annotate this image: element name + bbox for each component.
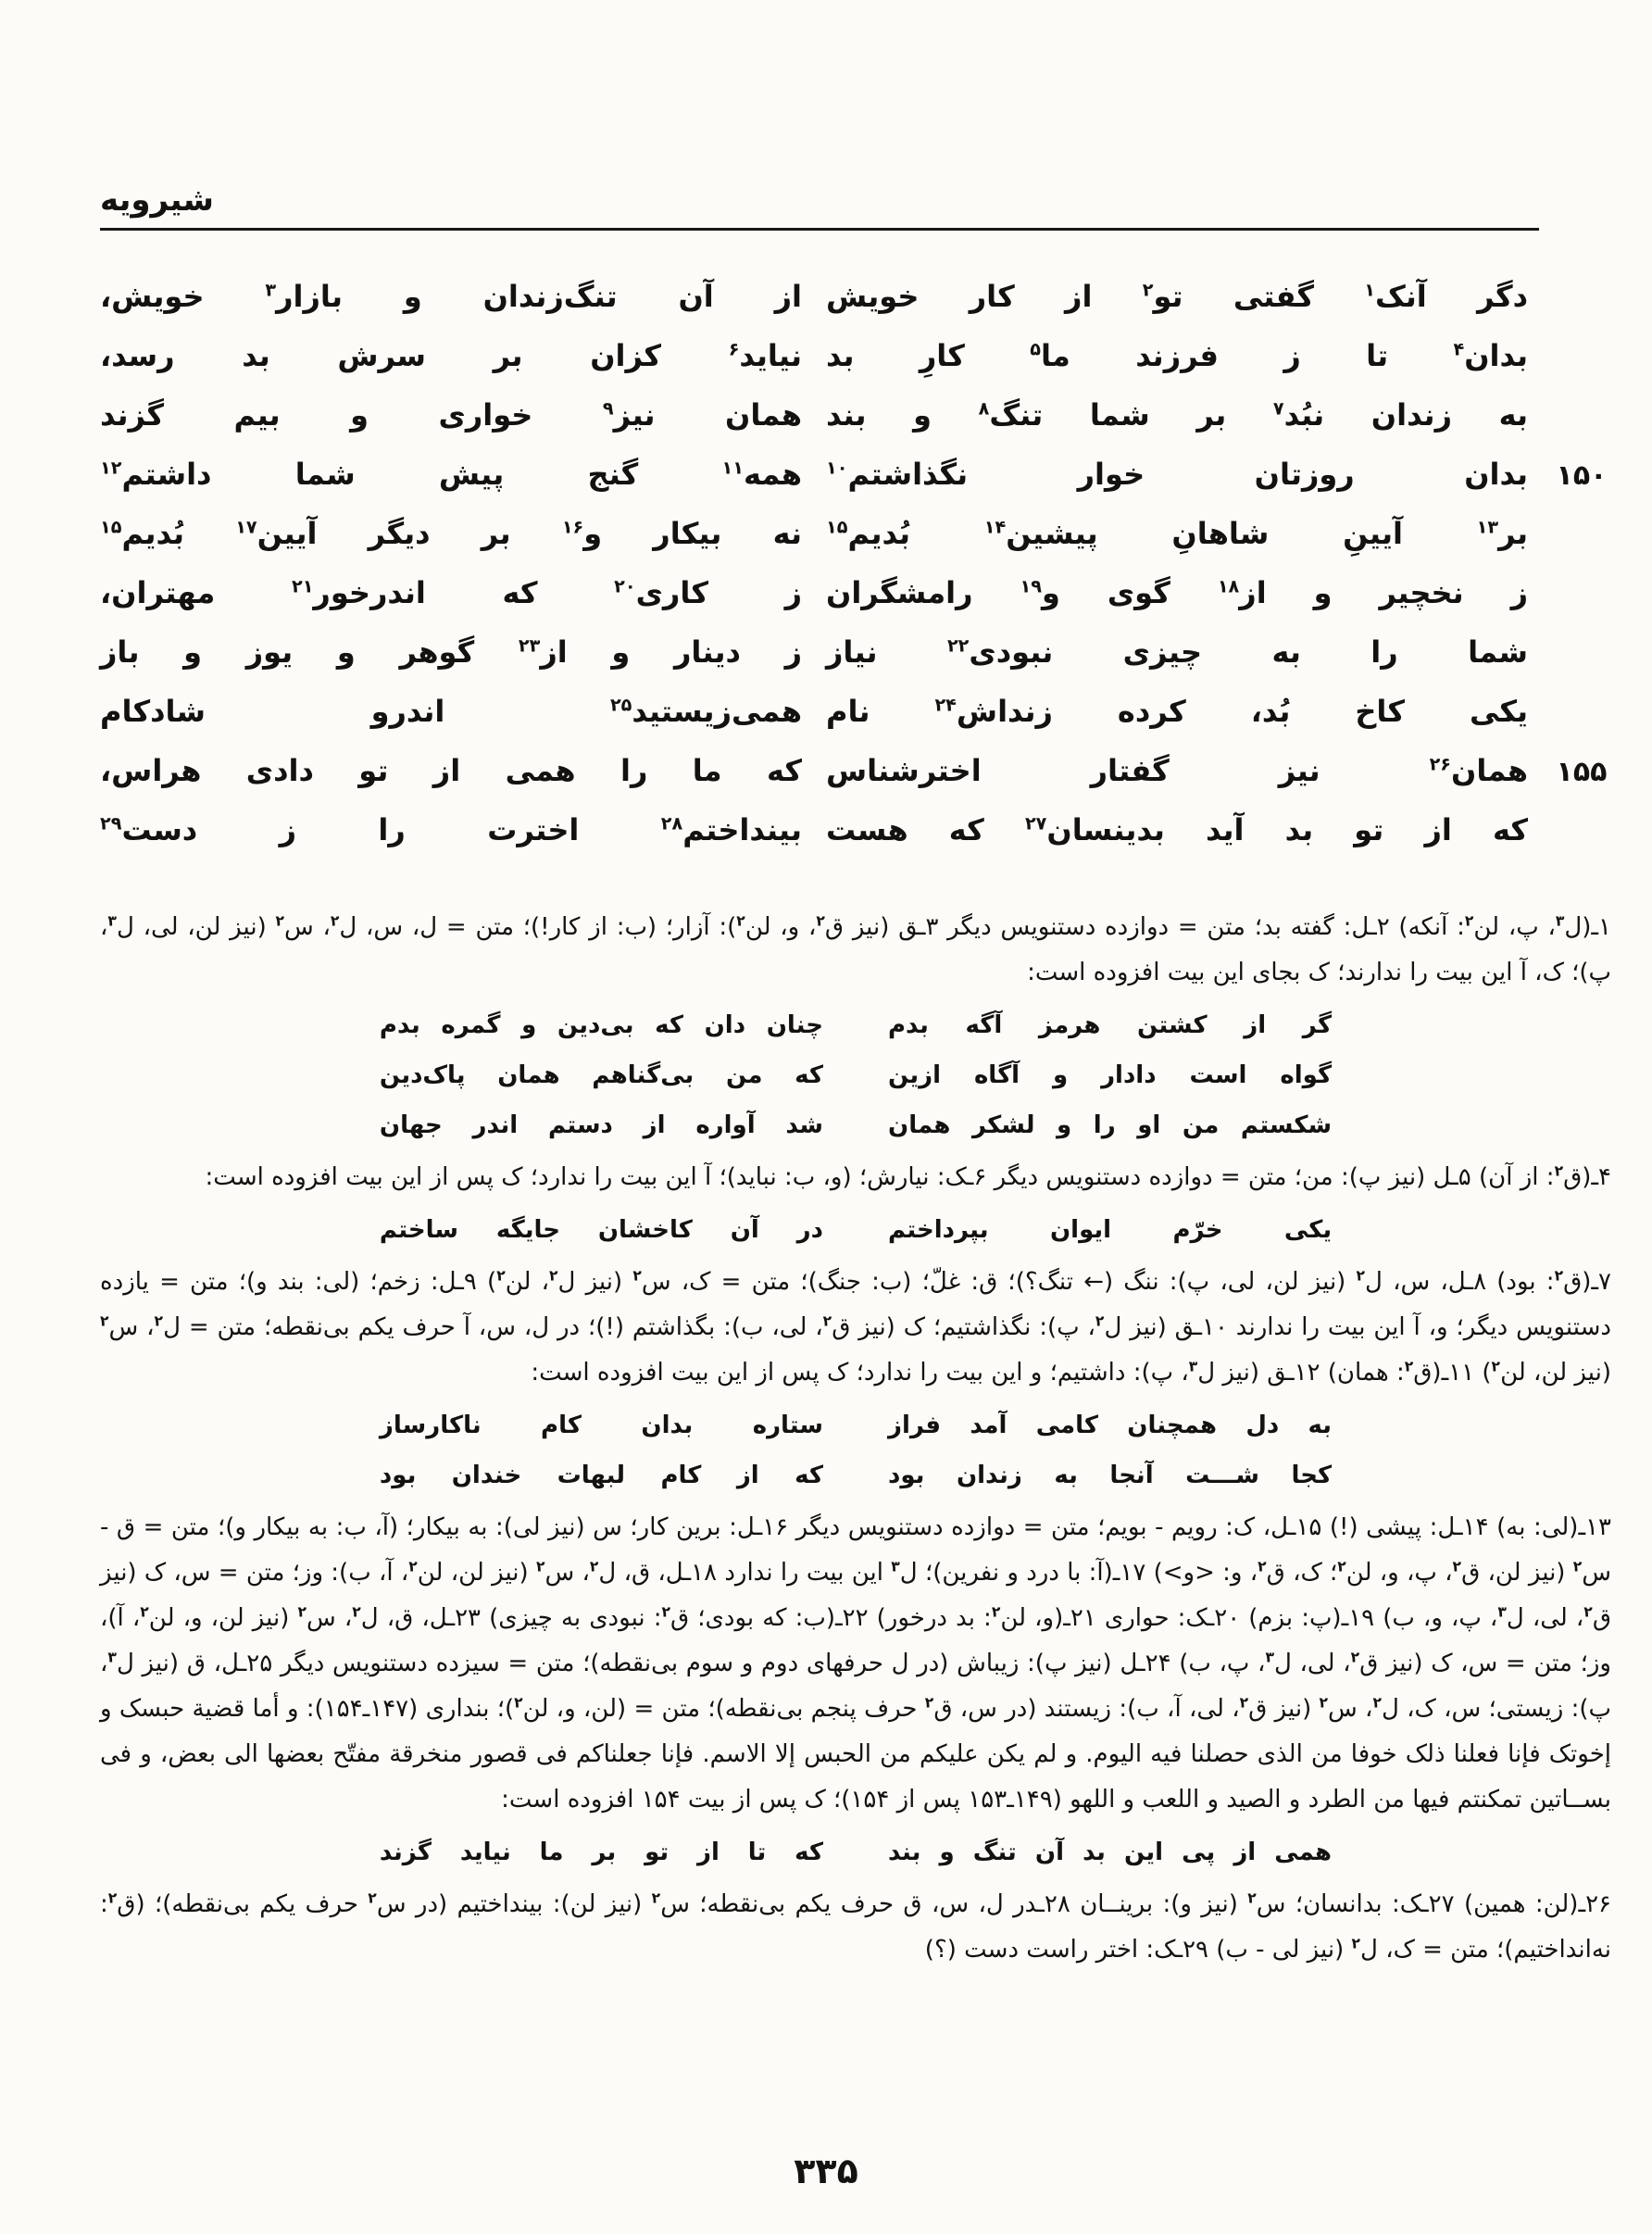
quote-hemistich-first: گر از کشتن هرمز آگه بدم bbox=[888, 1011, 1333, 1039]
quote-verse-row bbox=[380, 1100, 1332, 1150]
hemistich-second: از آن تنگ‌زندان و بازار$^۳$ خویش، bbox=[100, 279, 802, 314]
quote-hemistich-second: در آن کاخشان جایگه ساختم bbox=[379, 1216, 823, 1244]
verse-number: ۱۵۵ bbox=[1556, 756, 1608, 788]
running-head-title: شیرویه bbox=[100, 182, 214, 219]
quote-hemistich-second: که از کام لبهات خندان بود bbox=[379, 1462, 823, 1489]
verse-row bbox=[100, 329, 1611, 388]
hemistich-first: به زندان نبُد$^۷$ بر شما تنگ$^۸$ و بند bbox=[826, 397, 1529, 433]
hemistich-second: بینداختم$^{۲۸}$ اخترت را ز دست$^{۲۹}$ bbox=[100, 812, 802, 847]
hemistich-first: که از تو بد آید بدینسان$^{۲۷}$ که هست bbox=[826, 812, 1529, 847]
verse-row bbox=[100, 447, 1611, 507]
quote-hemistich-first: یکی خرّم ایوان بپرداختم bbox=[888, 1216, 1333, 1244]
quote-hemistich-second: که من بی‌گناهم همان پاک‌دین bbox=[379, 1061, 823, 1089]
hemistich-second: ز کاری$^{۲۰}$ که اندرخور$^{۲۱}$ مهتران، bbox=[100, 575, 803, 610]
apparatus-quoted-verses bbox=[380, 1000, 1332, 1150]
apparatus-quoted-verses bbox=[380, 1827, 1332, 1877]
hemistich-second: ز دینار و از$^{۲۳}$ گوهر و یوز و باز bbox=[100, 634, 803, 670]
quote-hemistich-first: شکستم من او را و لشکر همان bbox=[888, 1111, 1333, 1139]
hemistich-first: دگر آنک$^۱$ گفتی تو$^۲$ از کار خویش bbox=[826, 279, 1529, 314]
hemistich-second: همان نیز$^۹$ خواری و بیم گزند bbox=[100, 397, 803, 433]
hemistich-second: نه بیکار و$^{۱۶}$ بر دیگر آیین$^{۱۷}$ بُدیم$^{۱۵}$ bbox=[100, 516, 803, 551]
quote-hemistich-second: ستاره بدان کام ناکارساز bbox=[379, 1412, 823, 1439]
quote-verse-row bbox=[380, 1205, 1332, 1255]
verse-row bbox=[100, 684, 1611, 744]
verse-row bbox=[100, 625, 1611, 684]
hemistich-second: همه$^{۱۱}$ گنج پیش شما داشتم$^{۱۲}$ bbox=[100, 457, 802, 492]
quote-hemistich-second: شد آواره از دستم اندر جهان bbox=[379, 1111, 823, 1139]
verse-row bbox=[100, 270, 1611, 329]
quote-hemistich-first: کجا شـــت آنجا به زندان بود bbox=[888, 1462, 1333, 1489]
hemistich-first: ز نخچیر و از$^{۱۸}$ گوی و$^{۱۹}$ رامشگران bbox=[826, 575, 1529, 610]
quote-hemistich-first: همی از پی این بد آن تنگ و بند bbox=[888, 1839, 1333, 1866]
quote-hemistich-second: که تا از تو بر ما نیاید گزند bbox=[379, 1839, 823, 1866]
hemistich-second: که ما را همی از تو دادی هراس، bbox=[100, 753, 802, 788]
header-rule bbox=[100, 228, 1539, 231]
verse-row bbox=[100, 803, 1611, 862]
apparatus-quoted-verses bbox=[380, 1400, 1332, 1500]
page-number: ۳۳۵ bbox=[794, 2151, 858, 2191]
quote-verse-row bbox=[380, 1000, 1332, 1050]
hemistich-first: شما را به چیزی نبودی$^{۲۲}$ نیاز bbox=[826, 634, 1529, 670]
verse-row bbox=[100, 566, 1611, 625]
verse-row bbox=[100, 744, 1611, 803]
quote-hemistich-first: گواه است دادار و آگاه ازین bbox=[888, 1061, 1333, 1089]
verse-row bbox=[100, 388, 1611, 447]
apparatus-notes: ۱۳ـ(لی: به) ۱۴ـل: پیشی (!) ۱۵ـل، ک: رویم - بویم؛ متن = دوازده دستنویس دیگر ۱۶ـل: برین کار؛ س (نیز لی): به بیکار؛ (آ، ب: به بیکار و)؛ متن = ق - س$^۲$ (نیز لن، ق$^۲$، پ، و، لن$^۲$؛ ک، ق$^۲$، و: <و>) ۱۷ـ(آ: با درد و نفرین)؛ ل$^۳$ این بیت را ندارد ۱۸ـل، ق، ل$^۲$، س$^۲$ (نیز لن، لن$^۲$، آ، ب): وز؛ متن = س، ک (نیز ق$^۲$، لی، ل$^۳$، پ، و، ب) ۱۹ـ(پ: بزم) ۲۰ـک: حواری ۲۱ـ(و، لن$^۲$: بد درخور) ۲۲ـ(ب: که بودی؛ ق$^۲$: نبودی به چیزی) ۲۳ـل، ق، ل$^۲$، س$^۲$ (نیز لن، و، لن$^۲$، آ)، وز؛ متن = س، ک (نیز ق$^۲$، لی، ل$^۳$، پ، ب) ۲۴ـل (نیز پ): زیباش (در ل حرفهای دوم و سوم بی‌نقطه)؛ متن = سیزده دستنویس دیگر ۲۵ـل، ق (نیز ل$^۳$، پ): زیستی؛ س، ک، ل$^۲$، س$^۲$ (نیز ق$^۲$، لی، آ، ب): زیستند (در س، ق$^۲$ حرف پنجم بی‌نقطه)؛ متن = (لن، و، لن$^۲$)؛ بنداری (۱۴۷ـ۱۵۴): و أما قضیة حبسک و إخوتک فإنا فعلنا ذلک خوفا من الذی حصلنا فیه الیوم. و لم یکن علیکم من الحبس إلا الاسم. فإنا جعلناکم فی قصور منخرقة مفتّح بعضها الی بعض، و فی بســاتین تمکنتم فیها من الطرد و الصید و اللعب و اللهو (۱۴۹ـ۱۵۳ پس از ۱۵۴)؛ ک پس از بیت ۱۵۴ افزوده است: bbox=[100, 1513, 1612, 1814]
hemistich-first: بدان روزتان خوار نگذاشتم$^{۱۰}$ bbox=[826, 457, 1528, 492]
verse-row bbox=[100, 507, 1611, 566]
quote-verse-row bbox=[380, 1400, 1332, 1450]
quote-hemistich-second: چنان دان که بی‌دین و گمره بدم bbox=[379, 1011, 823, 1039]
page-header bbox=[100, 182, 1611, 231]
hemistich-second: همی‌زیستید$^{۲۵}$ اندرو شادکام bbox=[100, 694, 802, 729]
quote-verse-row bbox=[380, 1450, 1332, 1500]
quote-verse-row bbox=[380, 1050, 1332, 1100]
apparatus-notes: ۴ـ(ق$^۲$: از آن) ۵ـل (نیز پ): من؛ متن = دوازده دستنویس دیگر ۶ـک: نیارش؛ (و، ب: نباید)؛ آ این بیت را ندارد؛ ک پس از این بیت افزوده است: bbox=[205, 1162, 1611, 1191]
critical-apparatus bbox=[100, 905, 1611, 1973]
verse-number: ۱۵۰ bbox=[1556, 459, 1608, 492]
hemistich-first: بر$^{۱۳}$ آیینِ شاهانِ پیشین$^{۱۴}$ بُدیم$^{۱۵}$ bbox=[826, 516, 1528, 551]
apparatus-notes: ۲۶ـ(لن: همین) ۲۷ـک: بدانسان؛ س$^۲$ (نیز و): برینــان ۲۸ـدر ل، س، ق حرف یکم بی‌نقطه؛ س$^۲$ (نیز لن): بینداختیم (در س$^۲$ حرف یکم بی‌نقطه)؛ (ق$^۲$: نه‌انداختیم)؛ متن = ک، ل$^۲$ (نیز لی - ب) ۲۹ـک: اختر راست دست (؟) bbox=[100, 1889, 1611, 1964]
apparatus-notes: ۷ـ(ق$^۲$: بود) ۸ـل، س، ل$^۲$ (نیز لن، لی، پ): ننگ (← تنگ؟)؛ ق: غلّ؛ (ب: جنگ)؛ متن = ک، س$^۲$ (نیز ل$^۲$، لن$^۲$) ۹ـل: زخم؛ (لی: بند و)؛ متن = یازده دستنویس دیگر؛ و، آ این بیت را ندارند ۱۰ـق (نیز ل$^۲$، پ): نگذاشتیم؛ ک (نیز ق$^۲$، لی، ب): بگذاشتم (!)؛ در ل، س، آ حرف یکم بی‌نقطه؛ متن = ل$^۲$، س$^۲$ (نیز لن، لن$^۲$) ۱۱ـ(ق$^۲$: همان) ۱۲ـق (نیز ل$^۳$، پ): داشتیم؛ و این بیت را ندارد؛ ک پس از این بیت افزوده است: bbox=[100, 1267, 1611, 1387]
apparatus-quoted-verses bbox=[380, 1205, 1332, 1255]
apparatus-notes: ۱ـ(ل$^۳$، پ، لن$^۲$: آنکه) ۲ـل: گفته بد؛ متن = دوازده دستنویس دیگر ۳ـق (نیز ق$^۲$، و، لن$^۲$): آزار؛ (ب: از کار!)؛ متن = ل، س، ل$^۲$، س$^۲$ (نیز لن، لی، ل$^۳$، پ)؛ ک، آ این بیت را ندارند؛ ک بجای این بیت افزوده است: bbox=[100, 912, 1611, 986]
poem-columns bbox=[100, 270, 1611, 862]
hemistich-second: نیاید$^۶$ کزان بر سرش بد رسد، bbox=[100, 338, 802, 373]
hemistich-first: بدان$^۴$ تا ز فرزند ما$^۵$ کارِ بد bbox=[826, 338, 1529, 373]
quote-hemistich-first: به دل همچنان کامی آمد فراز bbox=[888, 1412, 1333, 1439]
hemistich-first: همان$^{۲۶}$ نیز گفتار اخترشناس bbox=[826, 753, 1528, 788]
quote-verse-row bbox=[380, 1827, 1332, 1877]
hemistich-first: یکی کاخ بُد، کرده زنداش$^{۲۴}$ نام bbox=[826, 694, 1529, 729]
